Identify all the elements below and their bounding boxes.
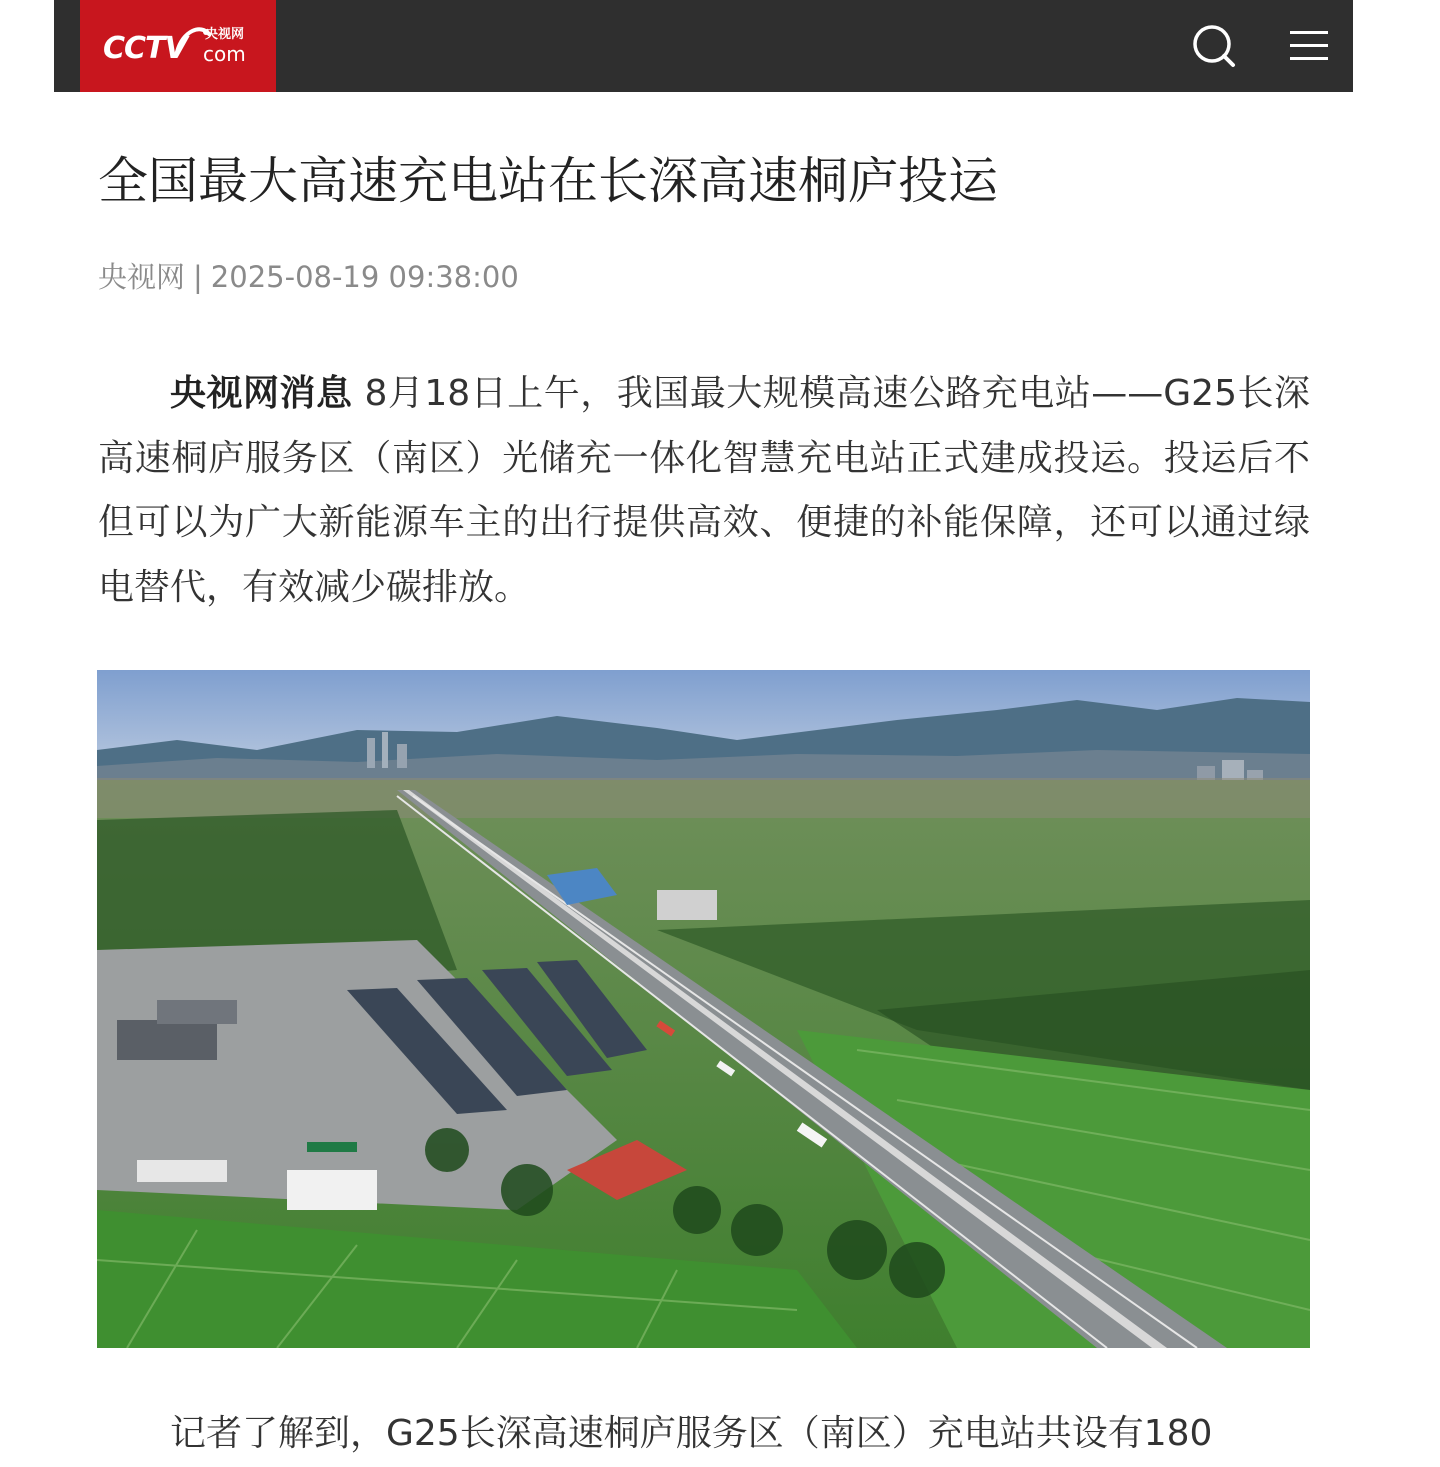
top-navigation-bar: [54, 0, 1353, 92]
article-body: [98, 362, 1310, 620]
cctv-logo-mark: [103, 22, 253, 70]
article-meta: [98, 258, 519, 296]
meta-separator: |: [193, 260, 203, 294]
search-icon: [1191, 23, 1237, 69]
logo-latin-text: CCTV: [103, 31, 187, 66]
logo-chinese-text: 央视网: [205, 27, 245, 42]
lead-bold-text: 央视网消息: [170, 373, 353, 414]
article-source[interactable]: 央视网: [98, 260, 186, 294]
article-datetime: 2025-08-19 09:38:00: [210, 260, 519, 294]
hamburger-menu-icon: [1289, 28, 1329, 64]
logo-domain-text: com: [203, 42, 246, 66]
article-title: 全国最大高速充电站在长深高速桐庐投运: [98, 152, 998, 210]
search-button[interactable]: [1188, 20, 1240, 72]
cctv-logo[interactable]: [80, 0, 276, 92]
paragraph-text: 8月18日上午，我国最大规模高速公路充电站——G25长深高速桐庐服务区（南区）光储充一体化智慧充电站正式建成投运。投运后不但可以为广大新能源车主的出行提供高效、便捷的补能保障，还可以通过绿电替代，有效减少碳排放。: [98, 373, 1310, 608]
article-photo-aerial-charging-station[interactable]: [97, 670, 1310, 1348]
article-paragraph: [98, 362, 1310, 620]
menu-button[interactable]: [1283, 20, 1335, 72]
article-paragraph-next: 记者了解到，G25长深高速桐庐服务区（南区）充电站共设有180: [170, 1413, 1213, 1454]
